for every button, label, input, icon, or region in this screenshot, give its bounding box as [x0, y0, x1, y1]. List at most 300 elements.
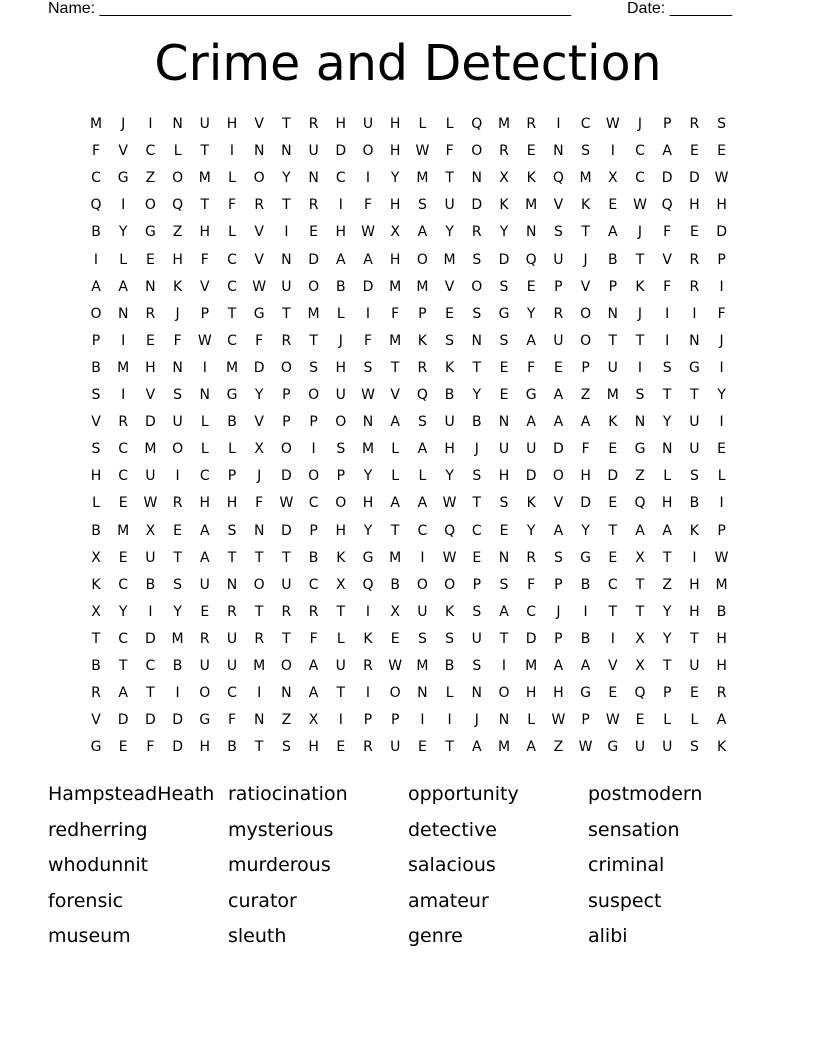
- grid-letter: Y: [363, 522, 373, 539]
- grid-letter: H: [689, 603, 700, 620]
- grid-letter: V: [91, 712, 101, 729]
- grid-letter: I: [202, 359, 207, 376]
- grid-letter: N: [661, 441, 673, 458]
- grid-letter: Y: [118, 224, 128, 241]
- grid-letter: O: [362, 143, 374, 160]
- grid-letter: A: [336, 251, 346, 268]
- grid-letter: R: [145, 305, 156, 322]
- grid-letter: W: [279, 495, 294, 512]
- grid-letter: R: [308, 603, 319, 620]
- grid-letter: A: [363, 251, 373, 268]
- grid-letter: A: [662, 522, 672, 539]
- grid-letter: L: [228, 441, 236, 458]
- grid-letter: E: [553, 359, 563, 376]
- grid-letter: P: [554, 630, 563, 647]
- grid-letter: C: [118, 441, 129, 458]
- grid-letter: D: [281, 522, 292, 539]
- word-list-item: amateur: [408, 889, 489, 912]
- grid-letter: I: [637, 359, 643, 376]
- grid-letter: B: [444, 387, 455, 403]
- grid-letter: R: [689, 251, 700, 268]
- grid-letter: B: [716, 603, 727, 620]
- grid-letter: T: [690, 387, 699, 403]
- grid-letter: S: [227, 522, 237, 539]
- grid-letter: D: [335, 143, 347, 160]
- grid-letter: I: [121, 332, 126, 349]
- grid-letter: T: [227, 549, 237, 566]
- grid-letter: P: [662, 685, 672, 702]
- grid-letter: H: [498, 468, 510, 485]
- grid-letter: A: [417, 224, 428, 241]
- grid-letter: H: [716, 630, 727, 647]
- grid-letter: I: [365, 305, 371, 322]
- word-list-item: genre: [408, 925, 463, 947]
- grid-letter: I: [447, 712, 452, 729]
- grid-letter: W: [361, 224, 375, 241]
- grid-letter: Q: [90, 197, 102, 214]
- grid-letter: E: [608, 197, 618, 214]
- grid-letter: Z: [553, 739, 564, 756]
- grid-letter: R: [689, 278, 700, 295]
- grid-letter: G: [199, 712, 211, 729]
- grid-letter: L: [92, 495, 100, 512]
- grid-letter: U: [308, 143, 319, 160]
- grid-letter: T: [635, 603, 645, 620]
- grid-letter: P: [554, 278, 563, 295]
- grid-letter: T: [581, 224, 590, 241]
- word-list-item: forensic: [48, 889, 124, 912]
- grid-letter: D: [661, 170, 673, 187]
- grid-letter: E: [499, 522, 509, 539]
- grid-letter: K: [717, 739, 727, 756]
- word-list-item: salacious: [408, 854, 496, 876]
- grid-letter: N: [281, 251, 292, 268]
- grid-letter: S: [717, 116, 727, 132]
- grid-letter: I: [311, 441, 316, 458]
- grid-letter: M: [606, 387, 619, 403]
- grid-letter: Y: [363, 468, 373, 485]
- grid-letter: O: [90, 305, 102, 322]
- grid-letter: J: [257, 468, 262, 485]
- grid-letter: K: [499, 197, 509, 214]
- grid-letter: D: [525, 630, 537, 647]
- grid-letter: X: [390, 603, 400, 620]
- grid-letter: S: [472, 658, 482, 674]
- grid-letter: X: [635, 658, 645, 674]
- grid-letter: R: [417, 359, 428, 376]
- grid-letter: I: [583, 603, 588, 620]
- grid-letter: T: [282, 197, 291, 214]
- grid-letter: H: [199, 739, 211, 756]
- grid-letter: F: [146, 739, 155, 756]
- word-list: [48, 779, 768, 957]
- grid-letter: L: [228, 224, 236, 241]
- grid-letter: O: [471, 278, 483, 295]
- grid-letter: S: [363, 359, 373, 376]
- word-list-item: detective: [408, 818, 497, 841]
- grid-letter: D: [471, 197, 483, 214]
- grid-letter: O: [498, 685, 510, 702]
- grid-letter: Q: [661, 197, 673, 214]
- grid-letter: F: [445, 143, 454, 160]
- grid-letter: S: [417, 414, 427, 431]
- grid-letter: Y: [472, 387, 482, 403]
- grid-letter: H: [689, 197, 700, 214]
- grid-letter: M: [389, 332, 402, 349]
- grid-letter: U: [281, 576, 292, 593]
- grid-letter: I: [665, 332, 670, 349]
- grid-letter: G: [580, 685, 592, 702]
- grid-letter: T: [635, 576, 645, 593]
- grid-letter: U: [689, 414, 700, 431]
- grid-letter: H: [525, 685, 537, 702]
- grid-letter: R: [281, 603, 292, 620]
- grid-letter: T: [472, 495, 482, 512]
- grid-letter: H: [335, 522, 347, 539]
- grid-letter: R: [689, 116, 700, 132]
- grid-letter: P: [282, 414, 291, 431]
- grid-letter: V: [118, 143, 128, 160]
- grid-letter: N: [362, 414, 374, 431]
- grid-letter: S: [281, 739, 291, 756]
- grid-letter: I: [338, 197, 343, 214]
- grid-letter: K: [635, 278, 645, 295]
- grid-letter: B: [444, 658, 455, 674]
- grid-letter: I: [121, 197, 126, 214]
- grid-letter: S: [553, 224, 563, 241]
- grid-letter: M: [497, 739, 511, 756]
- grid-letter: A: [716, 712, 727, 729]
- grid-letter: A: [553, 387, 564, 403]
- grid-letter: H: [335, 224, 347, 241]
- word-list-item: murderous: [228, 854, 331, 876]
- grid-letter: I: [719, 495, 724, 512]
- grid-letter: P: [336, 468, 346, 485]
- grid-letter: N: [145, 278, 156, 295]
- grid-letter: S: [91, 387, 101, 403]
- grid-letter: N: [308, 170, 319, 187]
- grid-letter: I: [121, 387, 126, 403]
- grid-letter: W: [605, 116, 620, 132]
- grid-letter: E: [689, 143, 699, 160]
- grid-letter: C: [118, 630, 129, 647]
- word-list-item: sensation: [588, 818, 680, 841]
- grid-letter: N: [471, 170, 483, 187]
- grid-letter: D: [281, 468, 292, 485]
- grid-letter: T: [200, 197, 210, 214]
- grid-letter: N: [498, 549, 510, 566]
- grid-letter: A: [308, 658, 319, 674]
- grid-letter: X: [635, 549, 645, 566]
- grid-letter: T: [608, 522, 618, 539]
- grid-letter: L: [228, 170, 236, 187]
- grid-letter: A: [662, 143, 672, 160]
- grid-letter: F: [527, 576, 536, 593]
- grid-letter: T: [472, 359, 482, 376]
- grid-letter: U: [417, 603, 428, 620]
- grid-letter: F: [363, 197, 373, 214]
- grid-letter: A: [200, 549, 210, 566]
- grid-letter: P: [363, 712, 373, 729]
- grid-letter: B: [172, 658, 183, 674]
- grid-letter: O: [280, 441, 292, 458]
- grid-letter: H: [716, 658, 727, 674]
- grid-letter: D: [308, 251, 319, 268]
- grid-letter: Y: [282, 170, 291, 187]
- grid-letter: A: [580, 658, 591, 674]
- grid-letter: J: [474, 712, 479, 729]
- grid-letter: T: [390, 359, 400, 376]
- grid-letter: C: [227, 251, 237, 268]
- grid-letter: F: [363, 332, 373, 349]
- grid-letter: S: [689, 739, 699, 756]
- grid-letter: I: [93, 251, 99, 268]
- grid-letter: E: [390, 630, 400, 647]
- grid-letter: T: [390, 522, 400, 539]
- grid-letter: O: [552, 468, 564, 485]
- grid-letter: U: [553, 332, 564, 349]
- grid-letter: B: [227, 739, 237, 756]
- grid-letter: V: [553, 495, 564, 512]
- grid-letter: T: [254, 739, 264, 756]
- grid-letter: J: [719, 332, 724, 349]
- grid-letter: D: [716, 224, 727, 241]
- grid-letter: N: [172, 116, 183, 132]
- grid-letter: O: [253, 576, 265, 593]
- grid-letter: D: [689, 170, 700, 187]
- grid-letter: V: [200, 278, 210, 295]
- grid-letter: M: [497, 116, 511, 132]
- grid-letter: S: [173, 576, 183, 593]
- grid-letter: E: [118, 495, 128, 512]
- grid-letter: S: [445, 332, 455, 349]
- grid-letter: S: [309, 359, 319, 376]
- grid-letter: W: [551, 712, 566, 729]
- grid-letter: V: [254, 116, 264, 132]
- grid-letter: W: [442, 549, 457, 566]
- grid-letter: L: [445, 116, 454, 132]
- grid-letter: L: [336, 305, 345, 322]
- grid-letter: Z: [580, 387, 591, 403]
- grid-letter: P: [390, 712, 400, 729]
- grid-letter: P: [717, 251, 726, 268]
- grid-letter: R: [91, 685, 101, 702]
- grid-letter: G: [607, 739, 619, 756]
- grid-letter: U: [362, 116, 374, 132]
- grid-letter: I: [719, 278, 724, 295]
- grid-letter: V: [254, 251, 264, 268]
- grid-letter: E: [173, 522, 183, 539]
- grid-letter: Y: [662, 630, 672, 647]
- grid-letter: Z: [662, 576, 672, 593]
- grid-letter: G: [362, 549, 374, 566]
- word-list-item: museum: [48, 925, 131, 947]
- grid-letter: F: [91, 143, 101, 160]
- grid-letter: Q: [525, 251, 537, 268]
- grid-letter: Q: [172, 197, 184, 214]
- grid-letter: N: [525, 224, 537, 241]
- grid-letter: C: [227, 685, 237, 702]
- grid-letter: M: [525, 197, 538, 214]
- grid-letter: T: [608, 603, 618, 620]
- grid-letter: H: [362, 495, 374, 512]
- grid-letter: M: [117, 522, 130, 539]
- grid-letter: R: [199, 630, 210, 647]
- grid-letter: I: [257, 685, 262, 702]
- grid-letter: C: [227, 332, 237, 349]
- grid-letter: O: [580, 305, 592, 322]
- grid-letter: A: [308, 685, 319, 702]
- word-list-item: whodunnit: [48, 854, 149, 876]
- grid-letter: C: [335, 170, 346, 187]
- grid-letter: I: [175, 685, 180, 702]
- grid-letter: I: [420, 712, 425, 729]
- grid-letter: I: [501, 658, 507, 674]
- grid-letter: E: [608, 441, 618, 458]
- grid-letter: E: [635, 712, 645, 729]
- grid-letter: W: [578, 739, 593, 756]
- grid-letter: K: [445, 603, 455, 620]
- grid-letter: M: [416, 278, 429, 295]
- grid-letter: I: [610, 143, 615, 160]
- grid-letter: A: [635, 522, 645, 539]
- grid-letter: Y: [526, 305, 536, 322]
- grid-letter: S: [553, 549, 563, 566]
- grid-letter: B: [91, 359, 101, 376]
- grid-letter: Y: [662, 414, 672, 431]
- grid-letter: Z: [635, 468, 645, 485]
- grid-letter: L: [418, 116, 427, 132]
- grid-letter: N: [553, 143, 564, 160]
- grid-letter: N: [199, 387, 211, 403]
- grid-letter: H: [389, 197, 401, 214]
- grid-letter: D: [117, 712, 129, 729]
- grid-letter: U: [226, 658, 238, 674]
- grid-letter: A: [553, 522, 564, 539]
- grid-letter: G: [117, 170, 129, 187]
- grid-letter: E: [309, 224, 319, 241]
- grid-letter: R: [281, 332, 292, 349]
- grid-letter: J: [556, 603, 561, 620]
- grid-letter: P: [282, 387, 291, 403]
- grid-letter: L: [119, 251, 128, 268]
- grid-letter: R: [118, 414, 129, 431]
- grid-letter: J: [121, 116, 126, 132]
- grid-letter: U: [281, 278, 292, 295]
- grid-letter: C: [308, 495, 319, 512]
- grid-letter: B: [227, 414, 237, 431]
- grid-letter: S: [445, 630, 455, 647]
- grid-letter: A: [499, 603, 509, 620]
- grid-letter: Y: [118, 603, 128, 620]
- grid-letter: M: [171, 630, 184, 647]
- grid-letter: N: [498, 712, 510, 729]
- grid-letter: U: [226, 630, 238, 647]
- grid-letter: C: [607, 576, 618, 593]
- grid-letter: U: [444, 414, 455, 431]
- grid-letter: L: [200, 414, 209, 431]
- grid-letter: E: [608, 549, 618, 566]
- grid-letter: R: [526, 116, 537, 132]
- grid-letter: A: [390, 414, 400, 431]
- grid-letter: F: [227, 712, 237, 729]
- grid-letter: L: [527, 712, 536, 729]
- grid-letter: W: [252, 278, 267, 295]
- grid-letter: S: [499, 332, 509, 349]
- grid-letter: J: [474, 441, 479, 458]
- grid-letter: T: [227, 305, 237, 322]
- grid-letter: T: [635, 332, 645, 349]
- grid-letter: V: [553, 197, 564, 214]
- grid-letter: I: [692, 305, 697, 322]
- grid-letter: E: [472, 549, 482, 566]
- grid-letter: Y: [662, 603, 672, 620]
- grid-letter: C: [91, 170, 101, 187]
- grid-letter: A: [553, 414, 564, 431]
- grid-letter: U: [607, 359, 618, 376]
- grid-letter: F: [391, 305, 400, 322]
- grid-letter: E: [145, 251, 155, 268]
- grid-letter: H: [308, 739, 319, 756]
- grid-letter: N: [498, 414, 510, 431]
- grid-letter: D: [172, 739, 183, 756]
- grid-letter: E: [526, 143, 536, 160]
- grid-letter: G: [498, 305, 510, 322]
- grid-letter: E: [145, 332, 155, 349]
- grid-letter: O: [580, 332, 592, 349]
- grid-letter: U: [335, 658, 346, 674]
- grid-letter: V: [444, 278, 455, 295]
- grid-letter: T: [336, 685, 346, 702]
- grid-letter: D: [525, 468, 537, 485]
- grid-letter: U: [689, 441, 700, 458]
- grid-letter: Y: [173, 603, 182, 620]
- grid-letter: R: [308, 116, 319, 132]
- grid-letter: T: [608, 332, 618, 349]
- grid-letter: X: [608, 170, 618, 187]
- grid-letter: P: [662, 116, 672, 132]
- grid-letter: U: [471, 630, 482, 647]
- grid-letter: L: [717, 468, 726, 485]
- grid-letter: O: [308, 387, 320, 403]
- grid-letter: K: [608, 414, 618, 431]
- grid-letter: U: [662, 739, 673, 756]
- grid-letter: R: [172, 495, 183, 512]
- grid-letter: C: [526, 603, 537, 620]
- grid-letter: A: [608, 224, 618, 241]
- grid-letter: M: [225, 359, 239, 376]
- grid-letter: H: [172, 251, 183, 268]
- grid-letter: D: [145, 712, 156, 729]
- grid-letter: X: [390, 224, 400, 241]
- grid-letter: H: [389, 116, 401, 132]
- grid-letter: J: [338, 332, 343, 349]
- grid-letter: T: [662, 549, 672, 566]
- grid-letter: U: [498, 441, 510, 458]
- grid-letter: I: [148, 116, 153, 132]
- grid-letter: A: [553, 658, 564, 674]
- grid-letter: P: [227, 468, 237, 485]
- grid-letter: O: [253, 170, 265, 187]
- grid-letter: R: [499, 143, 509, 160]
- grid-letter: H: [226, 495, 238, 512]
- grid-letter: F: [173, 332, 182, 349]
- grid-letter: M: [117, 359, 130, 376]
- grid-letter: I: [175, 468, 180, 485]
- name-field-label: Name: _____________________________________________________: [48, 0, 572, 17]
- grid-letter: L: [391, 468, 400, 485]
- grid-letter: B: [607, 251, 618, 268]
